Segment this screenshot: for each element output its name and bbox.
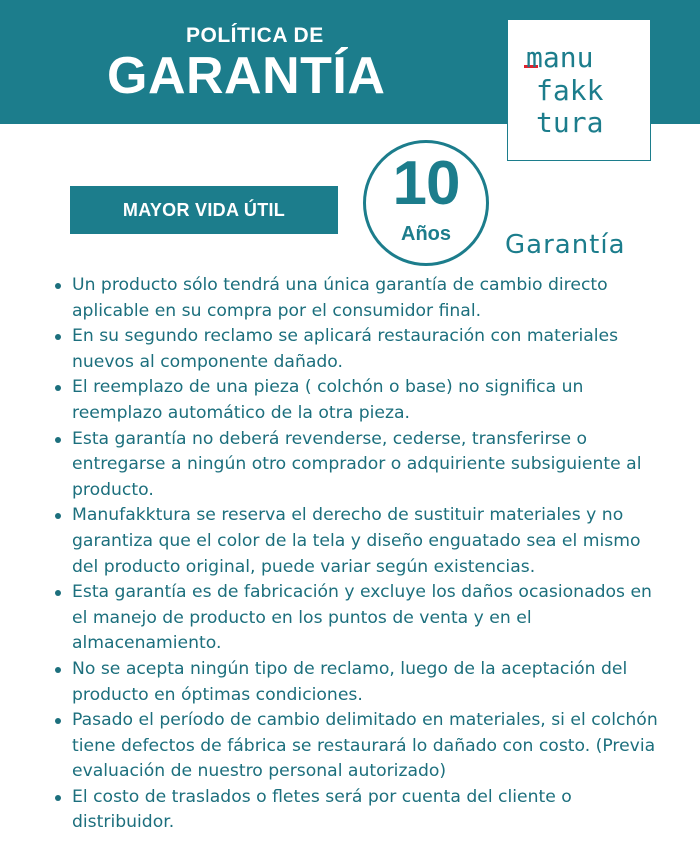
logo-line-2: fakk <box>536 74 604 107</box>
warranty-caption: Garantía <box>505 230 626 260</box>
page-title: GARANTÍA <box>107 47 386 105</box>
condition-item: Pasado el período de cambio delimitado en materiales, si el colchón tiene defectos de fábrica se restaurará lo dañado con costo. (Previa evaluación de nuestro personal autorizado) <box>52 708 672 785</box>
condition-item: Esta garantía no deberá revenderse, cederse, transferirse o entregarse a ningún otro comprador o adquiriente subsiguiente al producto. <box>52 427 672 504</box>
condition-item: El reemplazo de una pieza ( colchón o base) no significa un reemplazo automático de la otra pieza. <box>52 375 672 426</box>
condition-item: Un producto sólo tendrá una única garantía de cambio directo aplicable en su compra por el consumidor final. <box>52 273 672 324</box>
title-small: POLÍTICA DE <box>186 24 324 47</box>
logo-line-1: manu <box>526 41 594 74</box>
condition-item: El costo de traslados o fletes será por cuenta del cliente o distribuidor. <box>52 785 672 836</box>
brand-logo <box>507 19 651 161</box>
years-unit: Años <box>401 223 451 245</box>
feature-badge <box>70 186 338 234</box>
conditions-list <box>52 273 672 836</box>
condition-item: Esta garantía es de fabricación y excluye los daños ocasionados en el manejo de producto en los puntos de venta y en el almacenamiento. <box>52 580 672 657</box>
feature-badge-label: MAYOR VIDA ÚTIL <box>122 199 286 220</box>
condition-item: No se acepta ningún tipo de reclamo, luego de la aceptación del producto en óptimas condiciones. <box>52 657 672 708</box>
years-seal <box>363 140 489 266</box>
logo-line-3: tura <box>536 106 604 139</box>
condition-item: En su segundo reclamo se aplicará restauración con materiales nuevos al componente dañado. <box>52 324 672 375</box>
condition-item: Manufakktura se reserva el derecho de sustituir materiales y no garantiza que el color de la tela y diseño enguatado sea el mismo del producto original, puede variar según existencias. <box>52 503 672 580</box>
years-number: 10 <box>392 149 460 218</box>
